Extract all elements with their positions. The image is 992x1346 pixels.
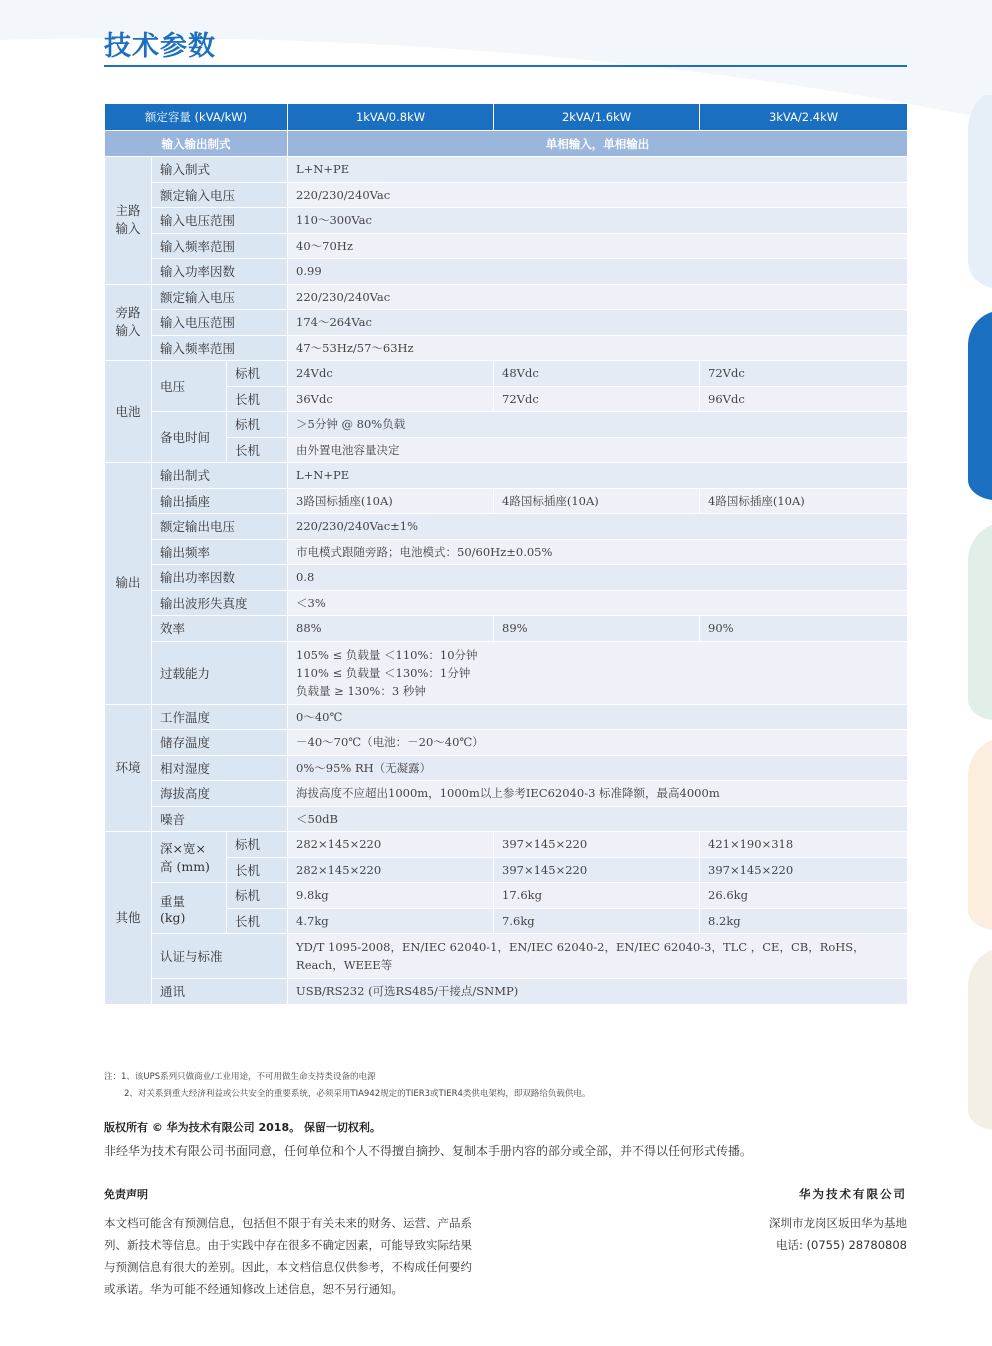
battery-voltage-label: 电压: [152, 361, 227, 412]
group-output: 输出: [105, 463, 152, 705]
row-label: 输入电压范围: [152, 208, 288, 234]
disclaimer-text: 本文档可能含有预测信息，包括但不限于有关未来的财务、运营、产品系列、新技术等信息。由于实践中存在很多不确定因素，可能导致实际结果与预测信息有很大的差别。因此，本文档信息仅供参考，不构成任何要约或承诺。华为可能不经通知修改上述信息，恕不另行通知。: [104, 1216, 472, 1296]
title-divider: [104, 65, 907, 67]
row-value: 220/230/240Vac: [288, 284, 908, 310]
system-value: 单相输入，单相输出: [288, 131, 908, 157]
row-label: 输出制式: [152, 463, 288, 489]
cell-value: 397×145×220: [700, 857, 908, 883]
group-other: 其他: [105, 832, 152, 1005]
overload-value: [288, 641, 908, 704]
footnote-1: 注：1、该UPS系列只做商业/工业用途，不可用做生命支持类设备的电源: [104, 1072, 376, 1082]
row-value: 174～264Vac: [288, 310, 908, 336]
row-label: 额定输入电压: [152, 182, 288, 208]
row-value: L+N+PE: [288, 157, 908, 183]
cell-value: 421×190×318: [700, 832, 908, 858]
copyright-block: [104, 1119, 907, 1159]
row-value: USB/RS232 (可选RS485/干接点/SNMP): [288, 979, 908, 1005]
table-row: [105, 832, 908, 858]
table-header-row: [105, 104, 908, 131]
cell-value: 96Vdc: [700, 386, 908, 412]
copyright-notice: 非经华为技术有限公司书面同意，任何单位和个人不得擅自摘抄、复制本手册内容的部分或全部，并不得以任何形式传播。: [104, 1144, 753, 1158]
row-label: 工作温度: [152, 704, 288, 730]
table-row: [105, 463, 908, 489]
row-label: 输入制式: [152, 157, 288, 183]
cell-value: 由外置电池容量决定: [288, 437, 908, 463]
row-label: 效率: [152, 616, 288, 642]
row-label: 通讯: [152, 979, 288, 1005]
copyright-line: 版权所有 © 华为技术有限公司 2018。 保留一切权利。: [104, 1121, 381, 1134]
table-row: [105, 412, 908, 438]
sub-label-long: 长机: [227, 908, 288, 934]
row-value: YD/T 1095-2008，EN/IEC 62040-1，EN/IEC 62040-2，EN/IEC 62040-3，TLC ，CE，CB，RoHS，Reach，WEEE等: [288, 934, 908, 979]
cell-value: 3路国标插座(10A): [288, 488, 494, 514]
row-label: 输入频率范围: [152, 335, 288, 361]
sub-label-std: 标机: [227, 412, 288, 438]
cell-value: 7.6kg: [494, 908, 700, 934]
group-battery: 电池: [105, 361, 152, 463]
row-label: 额定输出电压: [152, 514, 288, 540]
table-row: [105, 979, 908, 1005]
sub-label-long: 长机: [227, 437, 288, 463]
cell-value: 26.6kg: [700, 883, 908, 909]
cell-value: 36Vdc: [288, 386, 494, 412]
row-label: 认证与标准: [152, 934, 288, 979]
table-row: [105, 539, 908, 565]
row-label: 海拔高度: [152, 781, 288, 807]
cell-value: 17.6kg: [494, 883, 700, 909]
row-label: 储存温度: [152, 730, 288, 756]
header-model-1: 1kVA/0.8kW: [288, 104, 494, 131]
battery-backup-label: 备电时间: [152, 412, 227, 463]
spec-table: [104, 103, 908, 1005]
company-address: 深圳市龙岗区坂田华为基地: [769, 1216, 907, 1230]
sub-label-long: 长机: [227, 857, 288, 883]
row-value: ＜50dB: [288, 806, 908, 832]
footnote-2: 2、对关系到重大经济利益或公共安全的重要系统，必须采用TIA942规定的TIER3或TIER4类供电架构，即双路给负载供电。: [124, 1089, 591, 1099]
overload-line: 105% ≤ 负载量 ＜110%：10分钟: [296, 647, 478, 662]
row-label: 额定输入电压: [152, 284, 288, 310]
header-model-2: 2kVA/1.6kW: [494, 104, 700, 131]
cell-value: 9.8kg: [288, 883, 494, 909]
cell-value: 72Vdc: [494, 386, 700, 412]
row-label: 输出插座: [152, 488, 288, 514]
row-value: 0.99: [288, 259, 908, 285]
table-row: [105, 310, 908, 336]
table-row: [105, 704, 908, 730]
weight-label: 重量 (kg): [152, 883, 227, 934]
row-value: L+N+PE: [288, 463, 908, 489]
cell-value: 89%: [494, 616, 700, 642]
cell-value: 72Vdc: [700, 361, 908, 387]
sub-label-std: 标机: [227, 361, 288, 387]
row-label: 输出波形失真度: [152, 590, 288, 616]
cell-value: 90%: [700, 616, 908, 642]
table-row: [105, 208, 908, 234]
system-row: [105, 131, 908, 157]
sub-label-std: 标机: [227, 883, 288, 909]
cell-value: 4路国标插座(10A): [700, 488, 908, 514]
system-label: 输入输出制式: [105, 131, 288, 157]
cell-value: 24Vdc: [288, 361, 494, 387]
cell-value: 88%: [288, 616, 494, 642]
header-model-3: 3kVA/2.4kW: [700, 104, 908, 131]
table-row: [105, 806, 908, 832]
page-title: 技术参数: [104, 31, 216, 62]
group-bypass-input: 旁路 输入: [105, 284, 152, 361]
company-phone: 电话: (0755) 28780808: [776, 1238, 907, 1252]
group-environment: 环境: [105, 704, 152, 832]
company-info: [769, 1186, 907, 1256]
row-label: 输出频率: [152, 539, 288, 565]
row-value: 市电模式跟随旁路；电池模式：50/60Hz±0.05%: [288, 539, 908, 565]
disclaimer-heading: 免责声明: [104, 1188, 148, 1201]
cell-value: 4.7kg: [288, 908, 494, 934]
cell-value: 397×145×220: [494, 857, 700, 883]
row-value: 47～53Hz/57～63Hz: [288, 335, 908, 361]
row-label: 输出功率因数: [152, 565, 288, 591]
cell-value: ＞5分钟 @ 80%负载: [288, 412, 908, 438]
table-row: [105, 157, 908, 183]
company-name: 华为技术有限公司: [799, 1187, 907, 1201]
row-value: 220/230/240Vac: [288, 182, 908, 208]
table-row: [105, 755, 908, 781]
sub-label-std: 标机: [227, 832, 288, 858]
table-row: [105, 259, 908, 285]
dims-label: 深×宽× 高 (mm): [152, 832, 227, 883]
overload-line: 110% ≤ 负载量 ＜130%：1分钟: [296, 665, 471, 680]
table-row: [105, 284, 908, 310]
row-value: ＜3%: [288, 590, 908, 616]
cell-value: 282×145×220: [288, 832, 494, 858]
header-capacity-label: 额定容量 (kVA/kW): [105, 104, 288, 131]
row-label: 过载能力: [152, 641, 288, 704]
sub-label-long: 长机: [227, 386, 288, 412]
table-row: [105, 616, 908, 642]
table-row: [105, 488, 908, 514]
group-main-input: 主路 输入: [105, 157, 152, 285]
row-value: 110～300Vac: [288, 208, 908, 234]
row-label: 噪音: [152, 806, 288, 832]
row-value: 40～70Hz: [288, 233, 908, 259]
row-label: 输入频率范围: [152, 233, 288, 259]
table-row: [105, 233, 908, 259]
table-row: [105, 514, 908, 540]
row-label: 输入功率因数: [152, 259, 288, 285]
overload-line: 负载量 ≥ 130%：3 秒钟: [296, 683, 426, 698]
table-row: [105, 781, 908, 807]
row-value: 海拔高度不应超出1000m，1000m以上参考IEC62040-3 标准降额，最高4000m: [288, 781, 908, 807]
table-row: [105, 335, 908, 361]
table-row: [105, 361, 908, 387]
row-value: 0.8: [288, 565, 908, 591]
row-value: －40～70℃（电池：－20～40℃）: [288, 730, 908, 756]
footnotes: [104, 1069, 907, 1103]
cell-value: 8.2kg: [700, 908, 908, 934]
table-row: [105, 565, 908, 591]
cell-value: 282×145×220: [288, 857, 494, 883]
row-value: 0～40℃: [288, 704, 908, 730]
cell-value: 48Vdc: [494, 361, 700, 387]
disclaimer-block: [104, 1186, 474, 1300]
table-row: [105, 182, 908, 208]
table-row: [105, 641, 908, 704]
spec-table-container: [104, 103, 907, 1005]
row-value: 220/230/240Vac±1%: [288, 514, 908, 540]
table-row: [105, 730, 908, 756]
table-row: [105, 590, 908, 616]
table-row: [105, 883, 908, 909]
row-label: 输入电压范围: [152, 310, 288, 336]
cell-value: 397×145×220: [494, 832, 700, 858]
row-label: 相对湿度: [152, 755, 288, 781]
cell-value: 4路国标插座(10A): [494, 488, 700, 514]
row-value: 0%～95% RH（无凝露）: [288, 755, 908, 781]
table-row: [105, 934, 908, 979]
